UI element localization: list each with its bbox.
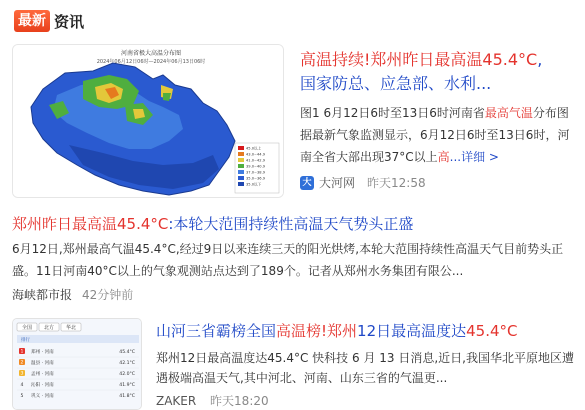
legend-label: 39.0~40.9	[246, 164, 266, 169]
source-name[interactable]: 大河网	[319, 176, 356, 190]
legend-label: 35.0~36.9	[246, 176, 266, 181]
ranking-table-graphic	[13, 319, 142, 410]
news-title-link[interactable]	[12, 212, 578, 236]
news-title-link[interactable]: 高温持续!郑州昨日最高温45.4°C, 国家防总、应急部、水利...	[300, 50, 543, 93]
section-title: 资讯	[54, 12, 85, 31]
legend-label: 45.0以上	[246, 146, 262, 151]
rank-place: 温县 · 河南	[31, 361, 54, 366]
henan-temperature-map-thumbnail[interactable]	[12, 44, 284, 198]
news-summary: 图1 6月12日6时至13日6时河南省最高气温分布图 据最新气象监测显示，6月12日6时至13日6时，河南全省大部出现37°C以上高...详细 >	[300, 106, 570, 164]
rank-value: 42.0°C	[119, 372, 135, 377]
title-highlight: 郑州	[327, 322, 358, 340]
title-text: 12日最高温度达	[357, 322, 467, 340]
rank-number: 5	[20, 394, 24, 399]
latest-badge: 最新	[14, 10, 50, 32]
legend-label: 41.0~42.9	[246, 158, 266, 163]
news-card-2[interactable]	[12, 212, 578, 303]
title-highlight: 45.4°C	[466, 322, 518, 340]
section-header	[14, 8, 84, 34]
details-link[interactable]: ...详细 >	[449, 150, 499, 164]
legend-label: 35.0以下	[246, 182, 262, 187]
title-text: :本轮大范围持续性高温天气势头正盛	[168, 215, 414, 233]
news-card-1[interactable]	[12, 44, 576, 200]
rank-place: 郑州 · 河南	[31, 350, 54, 355]
rank-place: 孟州 · 河南	[31, 372, 54, 377]
temperature-map-graphic	[13, 45, 284, 198]
legend-label: 37.0~38.9	[246, 170, 266, 175]
publish-time: 昨天12:58	[367, 176, 426, 190]
ranking-tab: 华北	[65, 325, 77, 331]
title-highlight: 郑州昨日最高温45.4°C	[12, 215, 169, 233]
rank-number: 3	[20, 371, 24, 377]
title-highlight: 郑州昨日最高温45.4°C	[370, 50, 538, 69]
ranking-head: 排行	[21, 338, 30, 343]
title-text: 国家防总、应急部、水利...	[300, 74, 492, 93]
map-title: 河南省极大高温分布图	[120, 50, 182, 57]
rank-number: 2	[20, 360, 24, 366]
temperature-ranking-thumbnail[interactable]	[12, 318, 142, 410]
news-title-link[interactable]	[156, 320, 518, 342]
ranking-tab: 北方	[43, 325, 55, 331]
rank-number: 1	[20, 349, 24, 355]
source-logo-icon: 大	[300, 176, 314, 190]
publish-time: 42分钟前	[82, 288, 134, 302]
news-source	[300, 174, 426, 191]
rank-number: 4	[20, 383, 24, 388]
title-text: 山河三省霸榜全国	[156, 322, 277, 340]
rank-place: 巩义 · 河南	[31, 394, 54, 399]
rank-place: 沁阳 · 河南	[31, 383, 54, 388]
title-highlight: 高温持续!	[300, 50, 371, 69]
source-name[interactable]: ZAKER	[156, 394, 197, 408]
map-subtitle: 2024年06月12日06时—2024年06月13日06时	[96, 59, 206, 65]
ranking-tab: 全国	[21, 325, 33, 331]
news-summary: 6月12日,郑州最高气温45.4°C,经过9日以来连续三天的阳光烘烤,本轮大范围持续性高温天气目前势头正盛。11日河南40°C以上的气象观测站点达到了189个。记者从郑州水务集团有限公...	[12, 242, 564, 278]
rank-value: 45.4°C	[119, 350, 135, 355]
rank-value: 42.1°C	[119, 361, 135, 366]
news-summary: 郑州12日最高温度达45.4°C 快科技 6 月 13 日消息,近日,我国华北平原地区遭遇极端高温天气,其中河北、河南、山东三省的气温更...	[156, 351, 574, 385]
legend-label: 43.0~44.9	[246, 152, 266, 157]
rank-value: 41.8°C	[119, 394, 135, 399]
news-source	[12, 286, 578, 303]
title-highlight: 高温榜!	[276, 322, 328, 340]
news-card-3[interactable]	[12, 318, 578, 410]
publish-time: 昨天18:20	[210, 394, 269, 408]
rank-value: 41.9°C	[119, 383, 135, 388]
news-source	[156, 392, 269, 409]
source-name[interactable]: 海峡都市报	[12, 288, 73, 302]
